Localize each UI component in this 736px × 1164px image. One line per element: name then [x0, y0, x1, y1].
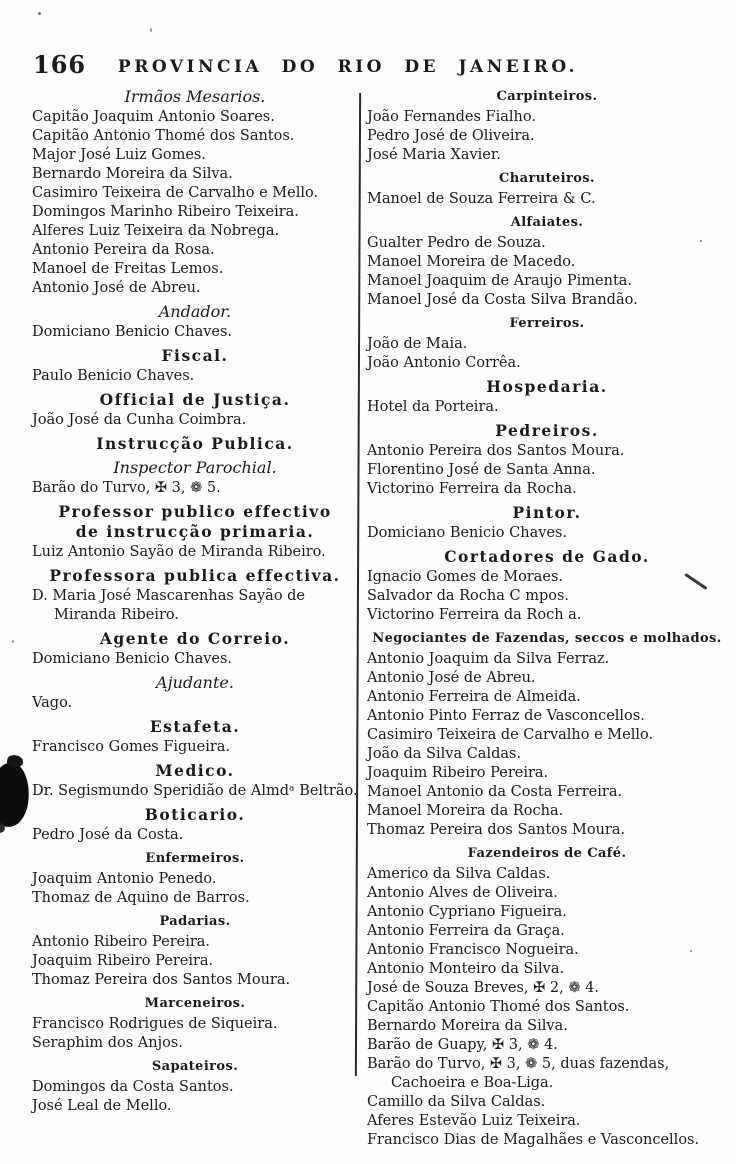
directory-entry: Francisco Gomes Figueira.: [32, 739, 231, 755]
directory-entry: Manoel Joaquim de Araujo Pimenta.: [367, 273, 633, 289]
scan-speck: [690, 950, 692, 952]
section-heading: Irmãos Mesarios.: [124, 87, 266, 106]
directory-section: [32, 994, 358, 1053]
section-heading: Boticario.: [144, 805, 246, 824]
section-heading: Negociantes de Fazendas, seccos e molhados.: [372, 631, 722, 646]
ink-blot: [0, 761, 33, 829]
section-heading: Medico.: [155, 761, 235, 780]
directory-entry: Aferes Estevão Luiz Teixeira.: [367, 1113, 581, 1129]
directory-section: [32, 717, 358, 757]
directory-section: [32, 390, 358, 430]
directory-entry: Domiciano Benicio Chaves.: [32, 324, 233, 340]
directory-entry: Domiciano Benicio Chaves.: [32, 651, 233, 667]
section-heading: Carpinteiros.: [496, 89, 598, 104]
section-heading: Cortadores de Gado.: [444, 547, 650, 566]
directory-entry: Seraphim dos Anjos.: [32, 1035, 183, 1051]
directory-entry: Manoel de Freitas Lemos.: [32, 261, 224, 277]
section-heading: Instrucção Publica.: [96, 434, 294, 453]
directory-entry: Antonio Pereira dos Santos Moura.: [367, 443, 625, 459]
directory-entry: Joaquim Ribeiro Pereira.: [32, 953, 214, 969]
section-heading: Fiscal.: [161, 346, 229, 365]
section-heading: Padarias.: [159, 914, 231, 929]
directory-section: [367, 503, 727, 543]
section-heading: Andador.: [158, 302, 232, 321]
directory-entry: Alferes Luiz Teixeira da Nobrega.: [32, 223, 280, 239]
directory-entry: João Antonio Corrêa.: [367, 355, 521, 371]
directory-entry: Antonio Ribeiro Pereira.: [32, 934, 211, 950]
directory-section: [367, 87, 727, 165]
directory-entry: Capitão Antonio Thomé dos Santos.: [32, 128, 295, 144]
directory-section: [367, 547, 727, 625]
directory-entry: Antonio Ferreira da Graça.: [367, 923, 565, 939]
directory-section: [32, 458, 358, 498]
directory-entry: Casimiro Teixeira de Carvalho e Mello.: [32, 185, 319, 201]
section-heading: Marceneiros.: [144, 996, 246, 1011]
directory-section: [367, 213, 727, 310]
directory-entry: Americo da Silva Caldas.: [367, 866, 551, 882]
directory-section: [367, 314, 727, 373]
directory-section: [367, 377, 727, 417]
directory-section: [32, 805, 358, 845]
directory-entry: Antonio Cypriano Figueira.: [367, 904, 567, 920]
directory-entry: Ignacio Gomes de Moraes.: [367, 569, 564, 585]
directory-entry: Florentino José de Santa Anna.: [367, 462, 596, 478]
directory-entry: Domiciano Benicio Chaves.: [367, 525, 568, 541]
directory-section: [32, 1057, 358, 1116]
directory-entry: Manoel de Souza Ferreira & C.: [367, 191, 596, 207]
directory-entry: Capitão Joaquim Antonio Soares.: [32, 109, 275, 125]
directory-entry: José Leal de Mello.: [32, 1098, 172, 1114]
section-heading: Estafeta.: [149, 717, 241, 736]
right-column: [367, 83, 727, 1150]
directory-entry: Antonio Pereira da Rosa.: [32, 242, 215, 258]
directory-section: [367, 629, 727, 840]
directory-entry: Antonio Ferreira de Almeida.: [367, 689, 581, 705]
directory-section: [32, 346, 358, 386]
directory-section: [32, 629, 358, 669]
directory-section: [32, 912, 358, 990]
scan-speck: [700, 240, 702, 242]
section-heading: Pedreiros.: [495, 421, 599, 440]
directory-entry: Antonio Alves de Oliveira.: [367, 885, 558, 901]
directory-entry: João José da Cunha Coimbra.: [32, 412, 247, 428]
directory-section: [367, 169, 727, 209]
directory-section: [32, 434, 358, 454]
section-heading: Pintor.: [512, 503, 582, 522]
directory-entry: Capitão Antonio Thomé dos Santos.: [367, 999, 630, 1015]
directory-section: [32, 502, 358, 562]
directory-entry: Antonio Joaquim da Silva Ferraz.: [367, 651, 610, 667]
directory-entry: Barão do Turvo, ✠ 3, ❁ 5, duas fazendas,: [367, 1056, 670, 1072]
directory-entry: Domingos Marinho Ribeiro Teixeira.: [32, 204, 299, 220]
directory-entry: José de Souza Breves, ✠ 2, ❁ 4.: [367, 980, 599, 996]
directory-entry: Antonio José de Abreu.: [32, 280, 201, 296]
directory-entry: Bernardo Moreira da Silva.: [32, 166, 233, 182]
section-heading: Sapateiros.: [151, 1059, 239, 1074]
section-heading: Official de Justiça.: [99, 390, 291, 409]
directory-entry: Manoel Moreira de Macedo.: [367, 254, 576, 270]
directory-entry: Francisco Dias de Magalhães e Vasconcellos.: [367, 1132, 700, 1148]
directory-section: [367, 844, 727, 1150]
scan-speck: [12, 640, 14, 643]
page-number: 166: [33, 50, 87, 79]
directory-entry: Antonio Monteiro da Silva.: [367, 961, 565, 977]
section-heading: Alfaiates.: [510, 215, 584, 230]
directory-entry: Major José Luiz Gomes.: [32, 147, 206, 163]
section-heading: Charuteiros.: [499, 171, 595, 186]
directory-entry: Casimiro Teixeira de Carvalho e Mello.: [367, 727, 654, 743]
directory-entry: Pedro José de Oliveira.: [367, 128, 535, 144]
directory-entry: Pedro José da Costa.: [32, 827, 184, 843]
section-heading: Fazendeiros de Café.: [467, 846, 627, 861]
directory-entry: Antonio Francisco Nogueira.: [367, 942, 579, 958]
directory-entry: Luiz Antonio Sayão de Miranda Ribeiro.: [32, 544, 326, 560]
directory-entry: Joaquim Antonio Penedo.: [32, 871, 217, 887]
left-column: [32, 83, 358, 1116]
section-heading: Inspector Parochial.: [113, 458, 277, 477]
section-heading: Ferreiros.: [509, 316, 585, 331]
directory-entry: João Fernandes Fialho.: [367, 109, 536, 125]
directory-entry: Barão de Guapy, ✠ 3, ❁ 4.: [367, 1037, 558, 1053]
section-heading: Professor publico effectivo de instrucção primaria.: [58, 502, 332, 541]
page-header-title: PROVINCIA DO RIO DE JANEIRO.: [117, 57, 579, 77]
directory-entry: Manoel Moreira da Rocha.: [367, 803, 564, 819]
directory-entry: Cachoeira e Boa-Liga.: [391, 1075, 554, 1091]
directory-entry: Manoel Antonio da Costa Ferreira.: [367, 784, 623, 800]
section-heading: Agente do Correio.: [99, 629, 291, 648]
directory-entry: João da Silva Caldas.: [367, 746, 522, 762]
directory-entry: Bernardo Moreira da Silva.: [367, 1018, 568, 1034]
directory-entry: Salvador da Rocha C mpos.: [367, 588, 570, 604]
directory-entry: Francisco Rodrigues de Siqueira.: [32, 1016, 278, 1032]
directory-entry: Victorino Ferreira da Roch a.: [367, 607, 582, 623]
directory-entry: Joaquim Ribeiro Pereira.: [367, 765, 549, 781]
section-heading: Hospedaria.: [486, 377, 608, 396]
directory-section: [32, 673, 358, 713]
scan-speck: [150, 28, 152, 32]
directory-section: [32, 87, 358, 298]
section-heading: Ajudante.: [156, 673, 234, 692]
directory-entry: Dr. Segismundo Speridião de Almdᵃ Beltrão.: [32, 783, 358, 799]
directory-section: [32, 302, 358, 342]
directory-entry: Thomaz Pereira dos Santos Moura.: [367, 822, 626, 838]
directory-entry: Antonio José de Abreu.: [367, 670, 536, 686]
directory-entry: D. Maria José Mascarenhas Sayão de Miranda Ribeiro.: [32, 588, 306, 623]
directory-entry: Hotel da Porteira.: [367, 399, 499, 415]
directory-entry: Thomaz de Aquino de Barros.: [32, 890, 250, 906]
directory-section: [32, 566, 358, 625]
directory-entry: Victorino Ferreira da Rocha.: [367, 481, 577, 497]
directory-section: [32, 761, 358, 801]
directory-entry: José Maria Xavier.: [367, 147, 501, 163]
directory-entry: Vago.: [32, 695, 73, 711]
directory-entry: Gualter Pedro de Souza.: [367, 235, 546, 251]
section-heading: Professora publica effectiva.: [49, 566, 341, 585]
directory-entry: João de Maia.: [367, 336, 468, 352]
directory-entry: Barão do Turvo, ✠ 3, ❁ 5.: [32, 480, 221, 496]
directory-entry: Paulo Benicio Chaves.: [32, 368, 195, 384]
directory-entry: Manoel José da Costa Silva Brandão.: [367, 292, 638, 308]
directory-entry: Thomaz Pereira dos Santos Moura.: [32, 972, 291, 988]
directory-section: [367, 421, 727, 499]
section-heading: Enfermeiros.: [145, 851, 245, 866]
directory-section: [32, 849, 358, 908]
directory-entry: Domingos da Costa Santos.: [32, 1079, 234, 1095]
scan-speck: [38, 12, 41, 15]
directory-entry: Camillo da Silva Caldas.: [367, 1094, 546, 1110]
directory-entry: Antonio Pinto Ferraz de Vasconcellos.: [367, 708, 645, 724]
